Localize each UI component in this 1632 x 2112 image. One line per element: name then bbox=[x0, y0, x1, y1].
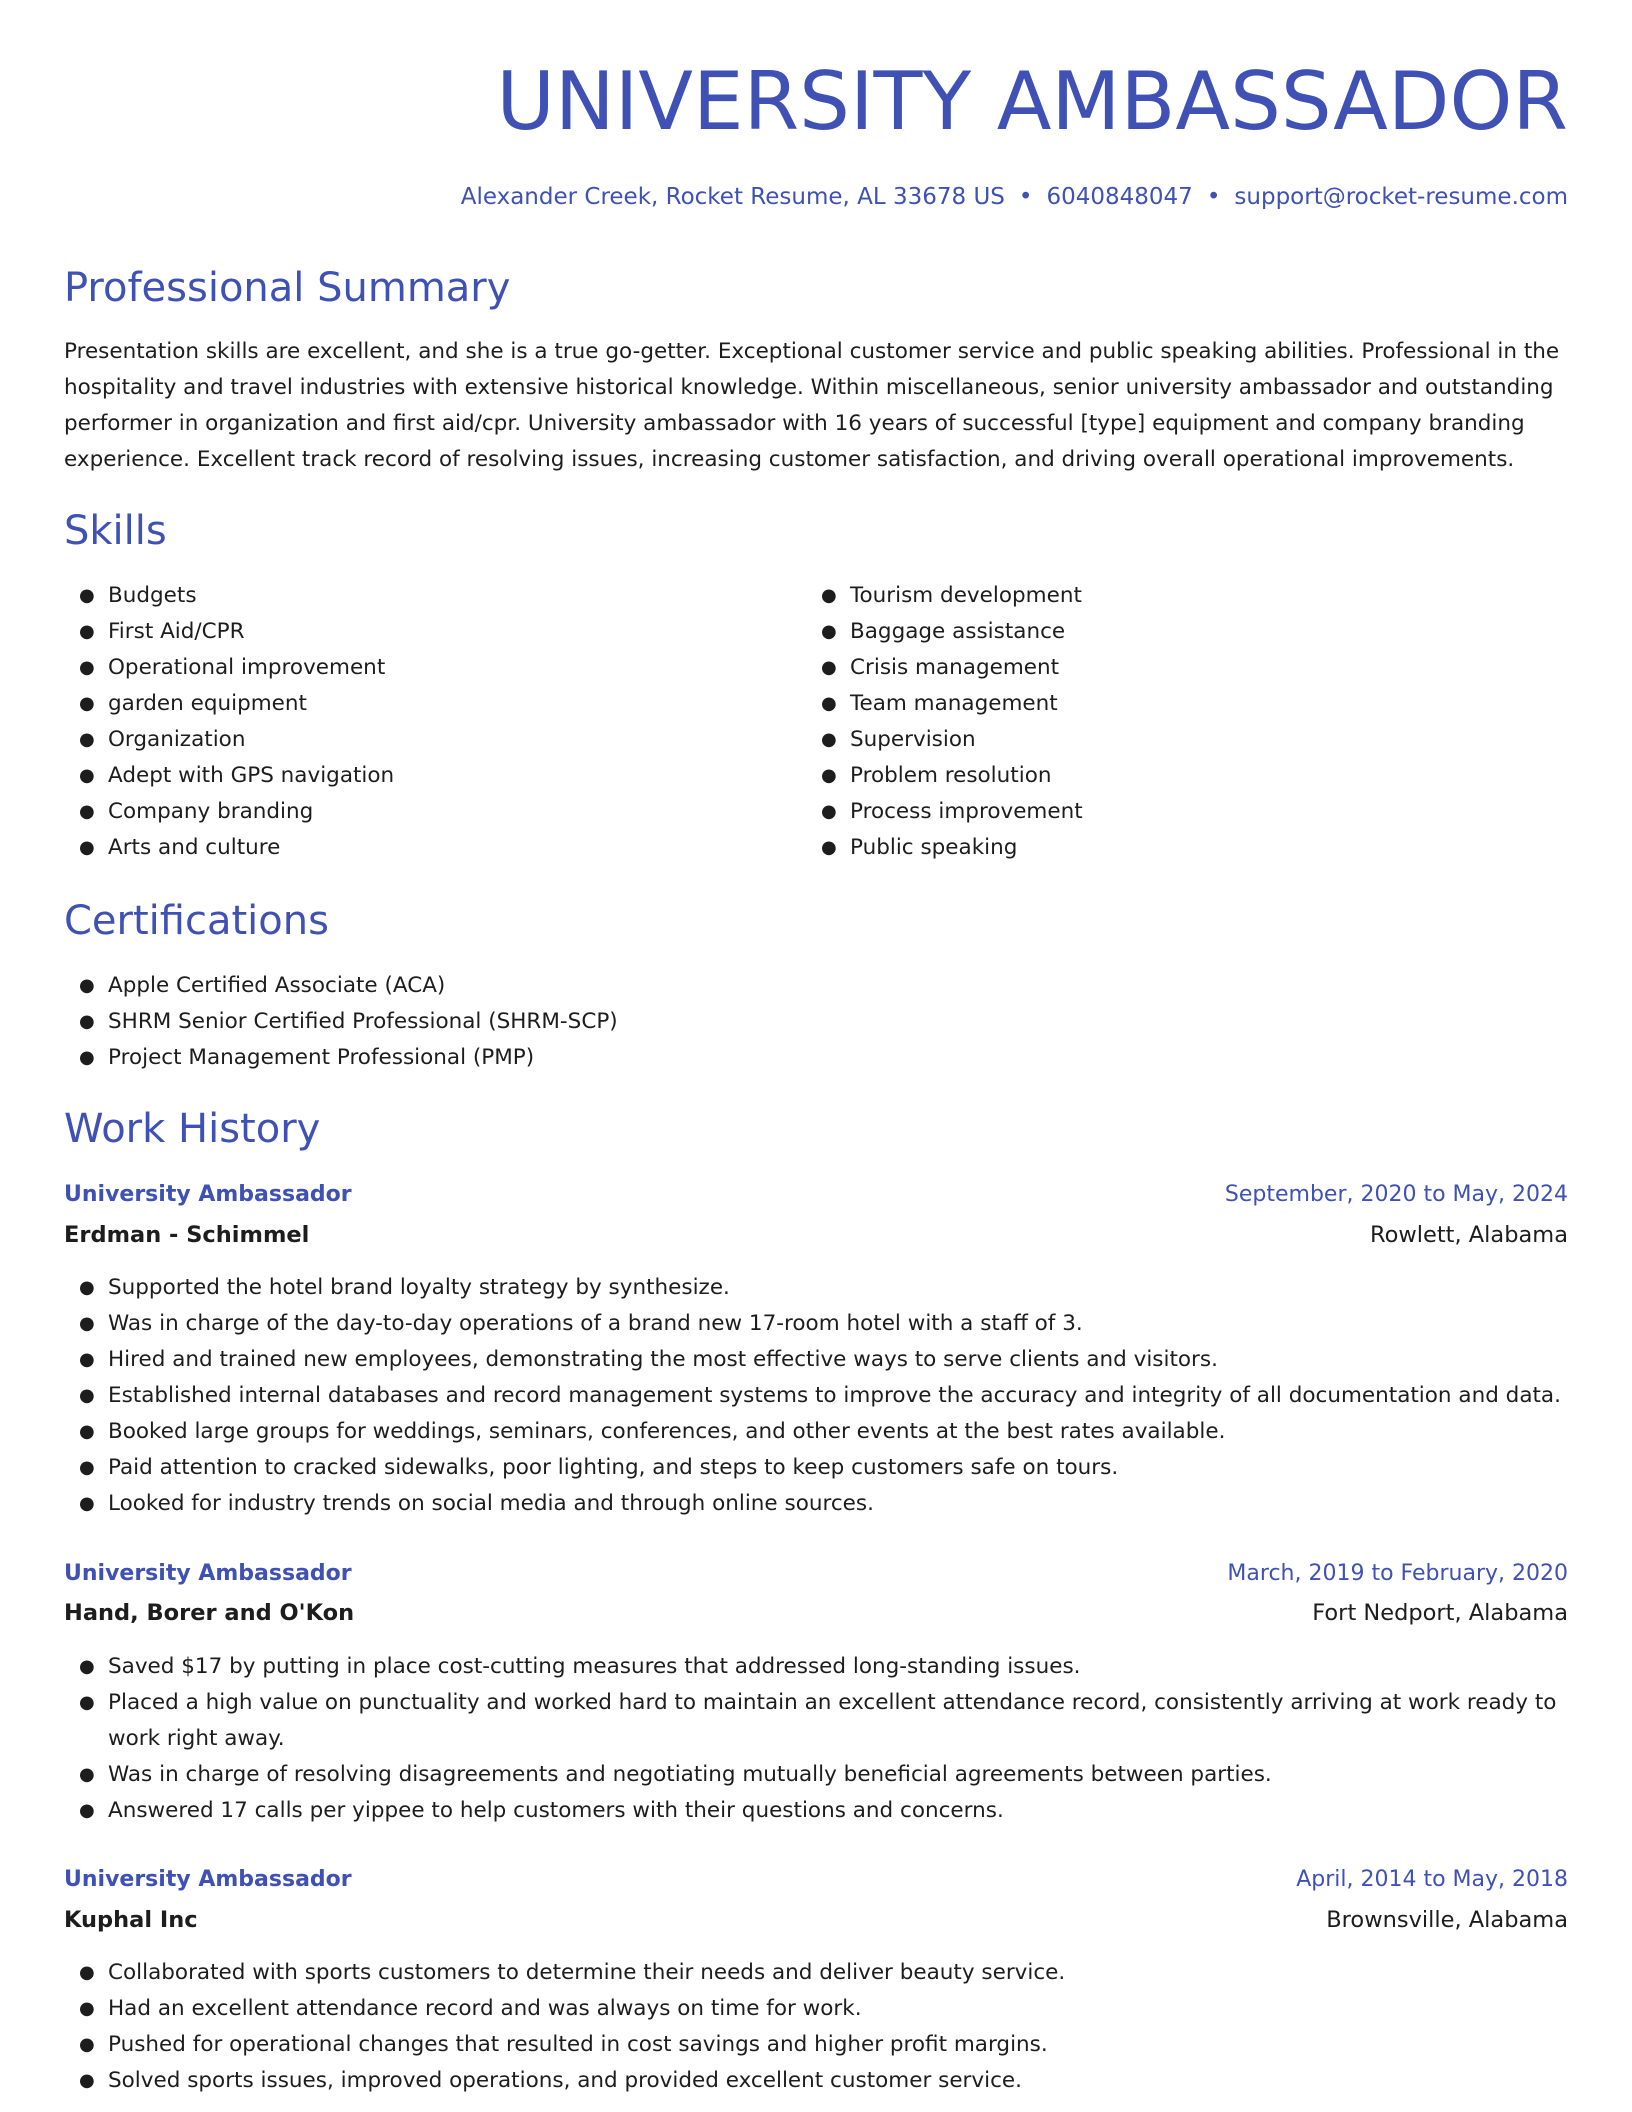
job-bullet: ● Was in charge of the day-to-day operations of a brand new 17-room hotel with a staff of 3. bbox=[79, 1311, 1083, 1336]
contact-email[interactable]: support@rocket-resume.com bbox=[1234, 184, 1568, 210]
skill-item: ● Problem resolution bbox=[821, 763, 1052, 788]
contact-separator: • bbox=[1206, 184, 1221, 210]
job-company: Hand, Borer and O'Kon bbox=[64, 1600, 355, 1626]
resume-title: UNIVERSITY AMBASSADOR bbox=[496, 55, 1568, 148]
certification-item: ● Apple Certified Associate (ACA) bbox=[79, 973, 446, 998]
skill-item: ● Operational improvement bbox=[79, 655, 386, 680]
skills-heading: Skills bbox=[64, 508, 167, 554]
job-company: Kuphal Inc bbox=[64, 1907, 198, 1933]
skill-item: ● Process improvement bbox=[821, 799, 1083, 824]
job-bullet: ● Solved sports issues, improved operations, and provided excellent customer service. bbox=[79, 2068, 1022, 2093]
contact-separator: • bbox=[1018, 184, 1033, 210]
skill-item: ● Team management bbox=[821, 691, 1058, 716]
job-bullet: ● Answered 17 calls per yippee to help customers with their questions and concerns. bbox=[79, 1798, 1004, 1823]
job-dates: April, 2014 to May, 2018 bbox=[1296, 1867, 1568, 1892]
skill-item: ● Baggage assistance bbox=[821, 619, 1066, 644]
job-bullet: ● Collaborated with sports customers to determine their needs and deliver beauty service. bbox=[79, 1960, 1066, 1985]
job-bullet: ● Had an excellent attendance record and was always on time for work. bbox=[79, 1996, 862, 2021]
skill-item: ● Company branding bbox=[79, 799, 314, 824]
job-dates: March, 2019 to February, 2020 bbox=[1227, 1561, 1568, 1586]
job-company: Erdman - Schimmel bbox=[64, 1222, 310, 1248]
contact-address: Alexander Creek, Rocket Resume, AL 33678 US bbox=[460, 184, 1005, 210]
skill-item: ● Public speaking bbox=[821, 835, 1018, 860]
job-bullet: ● Looked for industry trends on social media and through online sources. bbox=[79, 1491, 874, 1516]
job-bullet: ● Paid attention to cracked sidewalks, poor lighting, and steps to keep customers safe on tours. bbox=[79, 1455, 1119, 1480]
contact-line bbox=[461, 182, 1568, 212]
skill-item: ● Crisis management bbox=[821, 655, 1060, 680]
job-bullets bbox=[64, 1649, 1568, 1829]
summary-text: Presentation skills are excellent, and she is a true go-getter. Exceptional customer service and public speaking abilities. Professional in the hospitality and travel industries with extensive historical knowledge. Within miscellaneous, senior university ambassador and outstanding performer in organization and first aid/cpr. University ambassador with 16 years of successful [type] equipment and company branding experience. Excellent track record of resolving issues, increasing customer satisfaction, and driving overall operational improvements. bbox=[64, 339, 1560, 472]
certifications-list bbox=[64, 968, 1568, 1076]
certification-item: ● SHRM Senior Certified Professional (SHRM-SCP) bbox=[79, 1009, 618, 1034]
job-location: Rowlett, Alabama bbox=[1369, 1222, 1568, 1248]
summary-heading: Professional Summary bbox=[64, 265, 511, 311]
skill-item: ● garden equipment bbox=[79, 691, 307, 716]
skills-list-right bbox=[806, 578, 1546, 866]
job-title: University Ambassador bbox=[64, 1867, 352, 1892]
skill-item: ● Organization bbox=[79, 727, 246, 752]
job-bullet: ● Was in charge of resolving disagreements and negotiating mutually beneficial agreements between parties. bbox=[79, 1762, 1272, 1787]
certification-item: ● Project Management Professional (PMP) bbox=[79, 1045, 535, 1070]
skills-list-left bbox=[64, 578, 804, 866]
skill-item: ● Budgets bbox=[79, 583, 197, 608]
skill-item: ● Adept with GPS navigation bbox=[79, 763, 395, 788]
skill-item: ● First Aid/CPR bbox=[79, 619, 245, 644]
job-bullet: ● Supported the hotel brand loyalty strategy by synthesize. bbox=[79, 1275, 730, 1300]
job-title: University Ambassador bbox=[64, 1561, 352, 1586]
work-history-heading: Work History bbox=[64, 1106, 321, 1152]
job-dates: September, 2020 to May, 2024 bbox=[1224, 1182, 1568, 1207]
job-bullet: ● Hired and trained new employees, demonstrating the most effective ways to serve clients and visitors. bbox=[79, 1347, 1218, 1372]
skill-item: ● Supervision bbox=[821, 727, 976, 752]
job-title: University Ambassador bbox=[64, 1182, 352, 1207]
job-bullet: ● Saved $17 by putting in place cost-cutting measures that addressed long-standing issues. bbox=[79, 1654, 1081, 1679]
job-bullet: ● Placed a high value on punctuality and worked hard to maintain an excellent attendance record, consistently arriving at work ready to work right away. bbox=[79, 1690, 1557, 1751]
skill-item: ● Tourism development bbox=[821, 583, 1082, 608]
job-bullets bbox=[64, 1955, 1568, 2099]
job-bullets bbox=[64, 1270, 1568, 1522]
job-bullet: ● Established internal databases and record management systems to improve the accuracy and integrity of all documentation and data. bbox=[79, 1383, 1561, 1408]
certifications-heading: Certifications bbox=[64, 898, 329, 944]
job-location: Brownsville, Alabama bbox=[1326, 1907, 1568, 1933]
job-location: Fort Nedport, Alabama bbox=[1312, 1600, 1568, 1626]
skill-item: ● Arts and culture bbox=[79, 835, 281, 860]
job-bullet: ● Booked large groups for weddings, seminars, conferences, and other events at the best rates available. bbox=[79, 1419, 1226, 1444]
job-bullet: ● Pushed for operational changes that resulted in cost savings and higher profit margins. bbox=[79, 2032, 1048, 2057]
contact-phone: 6040848047 bbox=[1046, 184, 1193, 210]
